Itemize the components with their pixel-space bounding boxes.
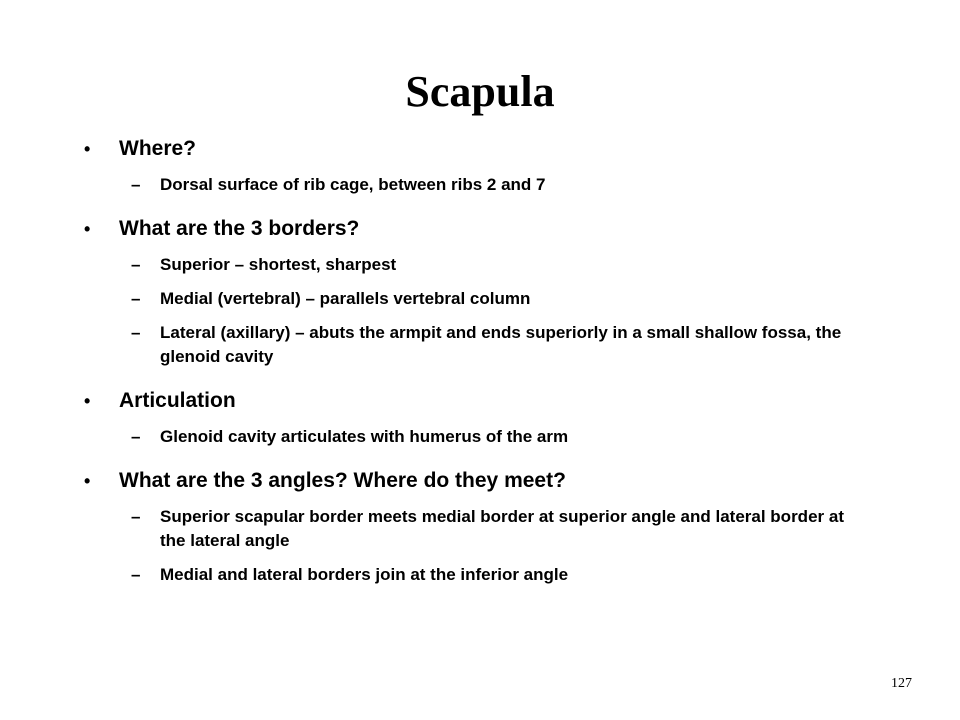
sub-bullet-text: Medial and lateral borders join at the inferior angle (160, 565, 569, 584)
dash-icon: – (131, 323, 141, 342)
bullet-item-where (0, 134, 899, 164)
sub-bullet-item (0, 287, 850, 311)
sub-bullet-text: Medial (vertebral) – parallels vertebral column (160, 289, 531, 308)
bullet-item-angles (0, 466, 899, 496)
bullet-icon: • (84, 471, 91, 491)
sub-bullet-item (0, 563, 850, 587)
page-number: 127 (891, 676, 912, 691)
sub-bullet-text: Dorsal surface of rib cage, between ribs 2 and 7 (160, 175, 546, 194)
dash-icon: – (131, 507, 141, 526)
sub-bullet-item (0, 173, 850, 197)
sub-bullet-item (0, 505, 850, 553)
bullet-text: Articulation (119, 389, 236, 412)
slide-title: Scapula (405, 67, 555, 116)
dash-icon: – (131, 289, 141, 308)
sub-bullet-item (0, 253, 850, 277)
sub-bullet-item (0, 321, 850, 369)
bullet-item-articulation (0, 386, 899, 416)
sub-bullet-text: Glenoid cavity articulates with humerus of the arm (160, 427, 569, 446)
bullet-icon: • (84, 391, 91, 411)
dash-icon: – (131, 427, 141, 446)
sub-bullet-text: Superior – shortest, sharpest (160, 255, 397, 274)
sub-bullet-item (0, 425, 850, 449)
bullet-icon: • (84, 139, 91, 159)
dash-icon: – (131, 565, 141, 584)
dash-icon: – (131, 175, 141, 194)
bullet-list (0, 134, 960, 587)
bullet-text: What are the 3 angles? Where do they meet? (119, 469, 566, 492)
sub-bullet-text: Superior scapular border meets medial border at superior angle and lateral border at the lateral angle (160, 507, 844, 550)
bullet-text: What are the 3 borders? (119, 217, 360, 240)
dash-icon: – (131, 255, 141, 274)
bullet-icon: • (84, 219, 91, 239)
sub-bullet-text: Lateral (axillary) – abuts the armpit and ends superiorly in a small shallow fossa, the glenoid cavity (160, 323, 842, 366)
bullet-item-borders (0, 214, 899, 244)
bullet-text: Where? (119, 137, 197, 160)
